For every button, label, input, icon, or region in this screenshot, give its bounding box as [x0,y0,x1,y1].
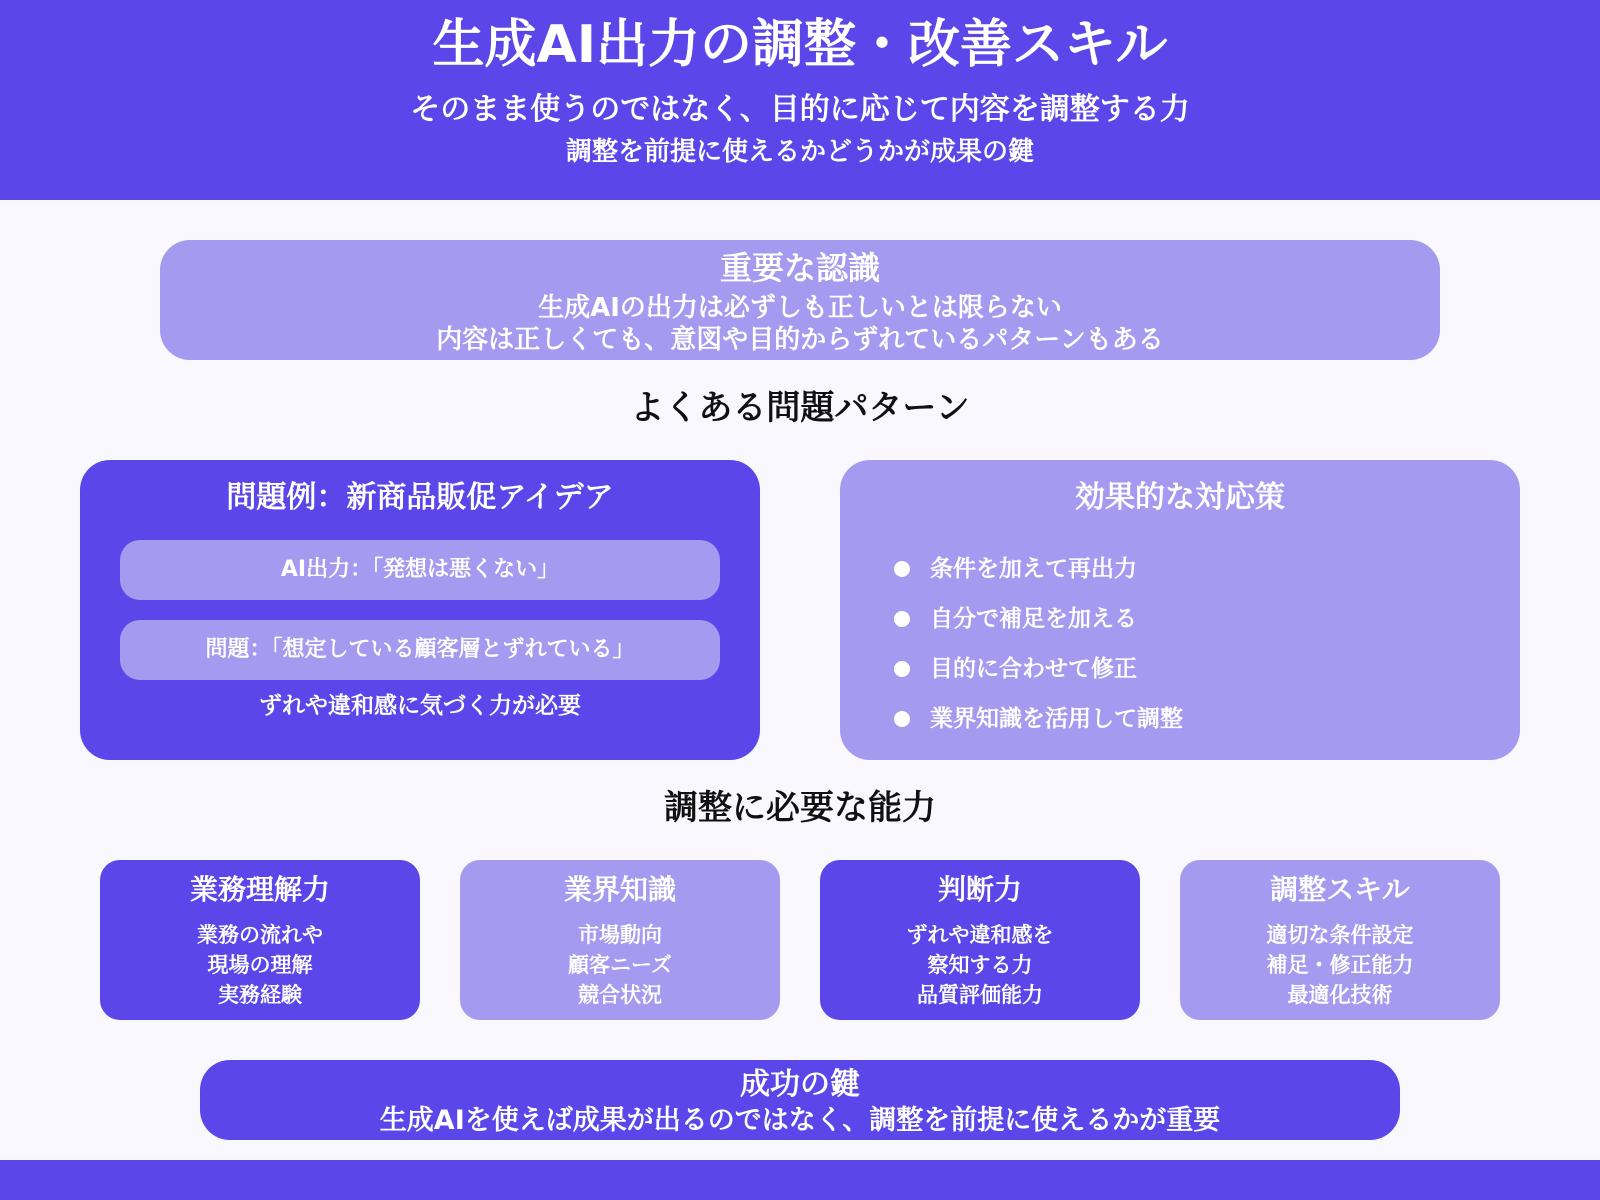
recognition-line: 内容は正しくても、意図や目的からずれているパターンもある [436,325,1164,355]
ability-card [1180,860,1500,1020]
ability-line: 顧客ニーズ [568,953,672,977]
ability-line: ずれや違和感を [906,923,1054,947]
list-item [884,594,1183,644]
ability-line: 競合状況 [578,983,662,1007]
problem-example-title: 問題例：新商品販促アイデア [226,480,614,515]
ability-card [820,860,1140,1020]
list-item [884,544,1183,594]
bullet-icon [894,661,910,677]
page-subtitle: そのまま使うのではなく、目的に応じて内容を調整する力 [410,92,1190,127]
problem-pill: 問題：「想定している顧客層とずれている」 [120,620,720,680]
bullet-icon [894,561,910,577]
countermeasure-text: 自分で補足を加える [930,606,1137,632]
list-item [884,644,1183,694]
ability-line: 品質評価能力 [917,983,1043,1007]
ability-line: 実務経験 [218,983,302,1007]
countermeasures-list [884,544,1183,744]
countermeasures-box [840,460,1520,760]
recognition-box [160,240,1440,360]
ability-title: 業務理解力 [189,873,330,906]
ability-line: 業務の流れや [197,923,323,947]
ability-line: 市場動向 [578,923,662,947]
ai-output-pill: AI出力：「発想は悪くない」 [120,540,720,600]
ability-title: 判断力 [937,873,1022,906]
ability-line: 察知する力 [927,953,1033,977]
header-banner [0,0,1600,200]
countermeasure-text: 条件を加えて再出力 [930,556,1137,582]
countermeasure-text: 目的に合わせて修正 [930,656,1137,682]
footer-bar [0,1160,1600,1200]
ability-card [100,860,420,1020]
ability-line: 最適化技術 [1287,983,1393,1007]
success-key-text: 生成AIを使えば成果が出るのではなく、調整を前提に使えるかが重要 [379,1105,1221,1136]
page-title: 生成AI出力の調整・改善スキル [432,15,1168,75]
ability-line: 適切な条件設定 [1266,923,1414,947]
needed-skill-note: ずれや違和感に気づく力が必要 [259,693,581,719]
countermeasure-text: 業界知識を活用して調整 [930,706,1183,732]
countermeasures-title: 効果的な対応策 [1075,480,1285,515]
abilities-section-title: 調整に必要な能力 [664,788,936,828]
patterns-section-title: よくある問題パターン [630,388,970,428]
ability-title: 調整スキル [1270,873,1410,906]
ability-line: 現場の理解 [207,953,313,977]
list-item [884,694,1183,744]
ability-title: 業界知識 [563,873,676,906]
ability-card [460,860,780,1020]
success-key-title: 成功の鍵 [740,1067,860,1102]
page-subtitle-secondary: 調整を前提に使えるかどうかが成果の鍵 [565,137,1034,167]
recognition-line: 生成AIの出力は必ずしも正しいとは限らない [538,293,1062,323]
bullet-icon [894,711,910,727]
problem-example-box [80,460,760,760]
recognition-title: 重要な認識 [719,249,880,287]
success-key-box [200,1060,1400,1140]
bullet-icon [894,611,910,627]
ability-line: 補足・修正能力 [1266,953,1414,977]
